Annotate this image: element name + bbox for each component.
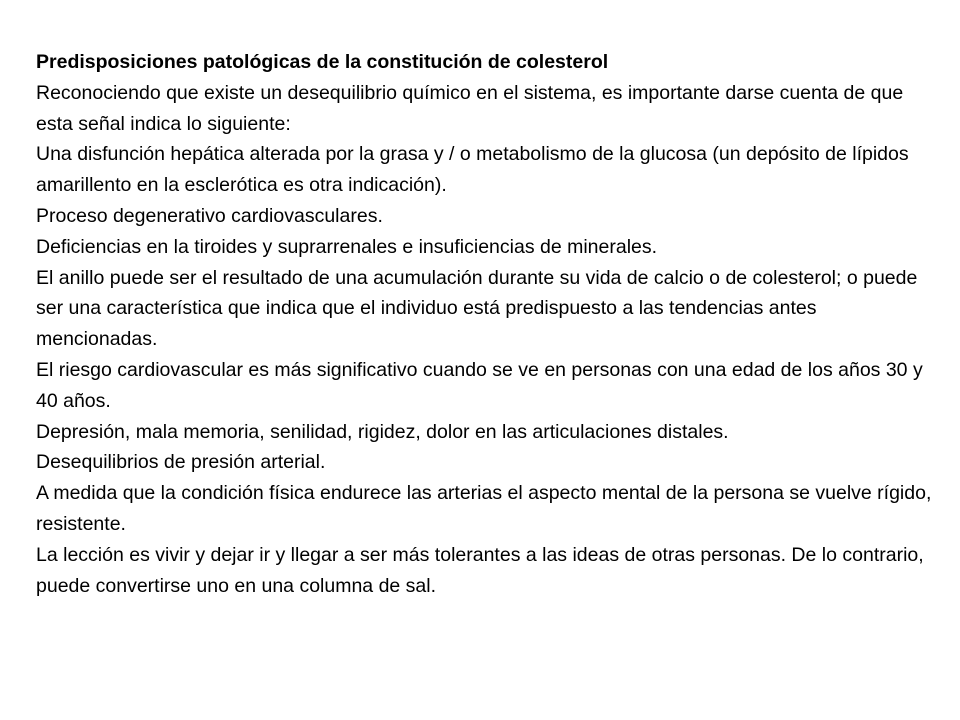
paragraph-lesson: La lección es vivir y dejar ir y llegar a ser más tolerantes a las ideas de otras personas. De lo contrario, puede convertirse uno en una columna de sal. <box>36 543 924 597</box>
paragraph-cardiovascular-process: Proceso degenerativo cardiovasculares. <box>36 204 383 227</box>
text-block <box>36 47 936 601</box>
paragraph-thyroid-deficiencies: Deficiencias en la tiroides y suprarrenales e insuficiencias de minerales. <box>36 235 658 258</box>
paragraph-cardiovascular-risk: El riesgo cardiovascular es más significativo cuando se ve en personas con una edad de los años 30 y 40 años. <box>36 358 923 412</box>
paragraph-hepatic-dysfunction: Una disfunción hepática alterada por la grasa y / o metabolismo de la glucosa (un depósito de lípidos amarillento en la esclerótica es otra indicación). <box>36 143 909 197</box>
paragraph-ring-cause: El anillo puede ser el resultado de una acumulación durante su vida de calcio o de colesterol; o puede ser una característica que indica que el individuo está predispuesto a las tendencias antes mencionadas. <box>36 266 918 351</box>
paragraph-blood-pressure: Desequilibrios de presión arterial. <box>36 451 326 474</box>
document-title: Predisposiciones patológicas de la constitución de colesterol <box>36 51 609 73</box>
paragraph-intro: Reconociendo que existe un desequilibrio químico en el sistema, es importante darse cuenta de que esta señal indica lo siguiente: <box>36 81 904 135</box>
paragraph-mental-symptoms: Depresión, mala memoria, senilidad, rigidez, dolor en las articulaciones distales. <box>36 420 729 443</box>
paragraph-rigidity: A medida que la condición física endurece las arterias el aspecto mental de la persona se vuelve rígido, resistente. <box>36 482 932 535</box>
